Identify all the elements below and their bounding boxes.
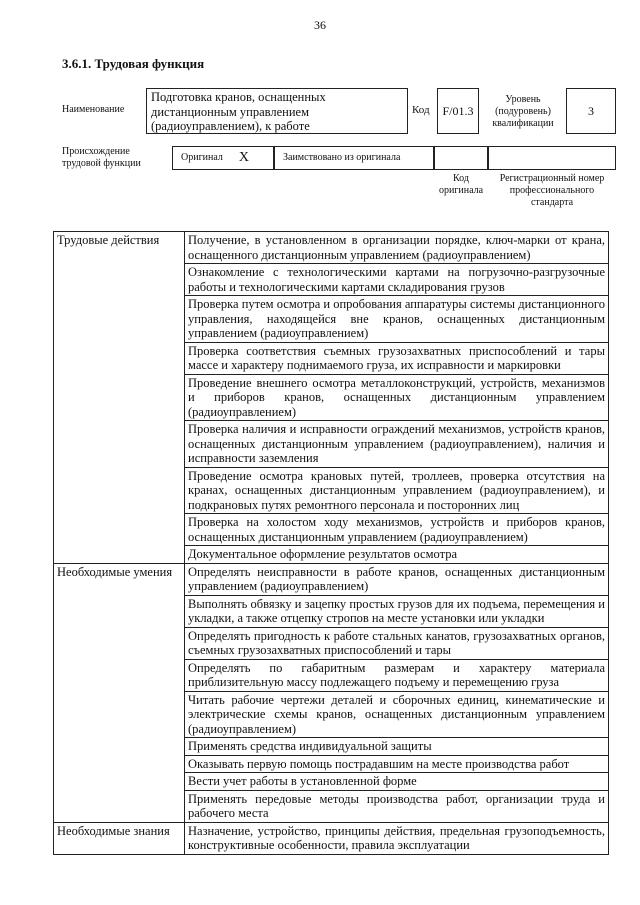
name-label: Наименование	[62, 104, 125, 115]
original-code-label: Код оригинала	[438, 173, 484, 196]
function-name: Подготовка кранов, оснащенных дистанционным управлением (радиоуправлением), к работе	[146, 88, 408, 134]
item-cell: Назначение, устройство, принципы действия, предельная грузоподъемность, конструктивные особенности, правила эксплуатации	[185, 822, 609, 854]
section-title: 3.6.1. Трудовая функция	[62, 56, 205, 71]
item-cell: Определять пригодность к работе стальных канатов, грузозахватных органов, съемных грузозахватных приспособлений и тары	[185, 627, 609, 659]
item-cell: Оказывать первую помощь пострадавшим на месте производства работ	[185, 755, 609, 773]
item-cell: Получение, в установленном в организации порядке, ключ-марки от крана, оснащенного дистанционным управлением (радиоуправлением)	[185, 232, 609, 264]
item-cell: Ознакомление с технологическими картами на погрузочно-разгрузочные работы и технологическими картами складирования грузов	[185, 264, 609, 296]
item-cell: Проведение осмотра крановых путей, троллеев, проверка отсутствия на кранах, оснащенных дистанционным управлением (радиоуправлением), и подкрановых путях ремонтного персонала и посторонних лиц	[185, 467, 609, 514]
registration-number-cell	[488, 146, 616, 170]
page-number: 36	[314, 18, 326, 32]
borrowed-cell	[274, 146, 434, 170]
registration-number-label: Регистрационный номер профессионального стандарта	[499, 173, 605, 208]
item-cell: Определять по габаритным размерам и характеру материала приблизительную массу подлежащего подъему и перемещению груза	[185, 659, 609, 691]
labor-function-table	[53, 231, 609, 855]
category-cell: Необходимые умения	[54, 563, 185, 822]
original-cell	[172, 146, 274, 170]
original-label: Оригинал	[181, 152, 223, 163]
function-code: F/01.3	[437, 88, 479, 134]
item-cell: Выполнять обвязку и зацепку простых грузов для их подъема, перемещения и укладки, а также отцепку стропов на месте установки или укладки	[185, 595, 609, 627]
category-cell: Необходимые знания	[54, 822, 185, 854]
category-cell: Трудовые действия	[54, 232, 185, 564]
item-cell: Определять неисправности в работе кранов, оснащенных дистанционным управлением (радиоуправлением)	[185, 563, 609, 595]
code-label: Код	[412, 104, 430, 116]
item-cell: Применять средства индивидуальной защиты	[185, 738, 609, 756]
item-cell: Проведение внешнего осмотра металлоконструкций, устройств, механизмов и приборов кранов, оснащенных дистанционным управлением (радиоуправлением)	[185, 374, 609, 421]
item-cell: Документальное оформление результатов осмотра	[185, 546, 609, 564]
item-cell: Вести учет работы в установленной форме	[185, 773, 609, 791]
qualification-level-value: 3	[566, 88, 616, 134]
qualification-level-label: Уровень (подуровень) квалификации	[492, 94, 554, 129]
original-mark: X	[238, 150, 250, 165]
labor-function-table-body	[54, 232, 609, 855]
item-cell: Применять передовые методы производства работ, организации труда и рабочего места	[185, 790, 609, 822]
original-code-cell	[434, 146, 488, 170]
origin-label: Происхождение трудовой функции	[62, 146, 141, 169]
item-cell: Читать рабочие чертежи деталей и сборочных единиц, кинематические и электрические схемы кранов, оснащенных дистанционным управлением (радиоуправлением)	[185, 691, 609, 738]
item-cell: Проверка наличия и исправности ограждений механизмов, устройств кранов, оснащенных дистанционным управлением (радиоуправлением), наличия и исправности заземления	[185, 421, 609, 468]
table-row	[54, 563, 609, 595]
item-cell: Проверка на холостом ходу механизмов, устройств и приборов кранов, оснащенных дистанционным управлением (радиоуправлением)	[185, 514, 609, 546]
table-row	[54, 822, 609, 854]
item-cell: Проверка путем осмотра и опробования аппаратуры системы дистанционного управления, находящейся вне кранов, оснащенных дистанционным управлением (радиоуправлением)	[185, 296, 609, 343]
item-cell: Проверка соответствия съемных грузозахватных приспособлений и тары массе и характеру поднимаемого груза, их исправности и маркировки	[185, 342, 609, 374]
borrowed-label: Заимствовано из оригинала	[283, 152, 401, 163]
table-row	[54, 232, 609, 264]
